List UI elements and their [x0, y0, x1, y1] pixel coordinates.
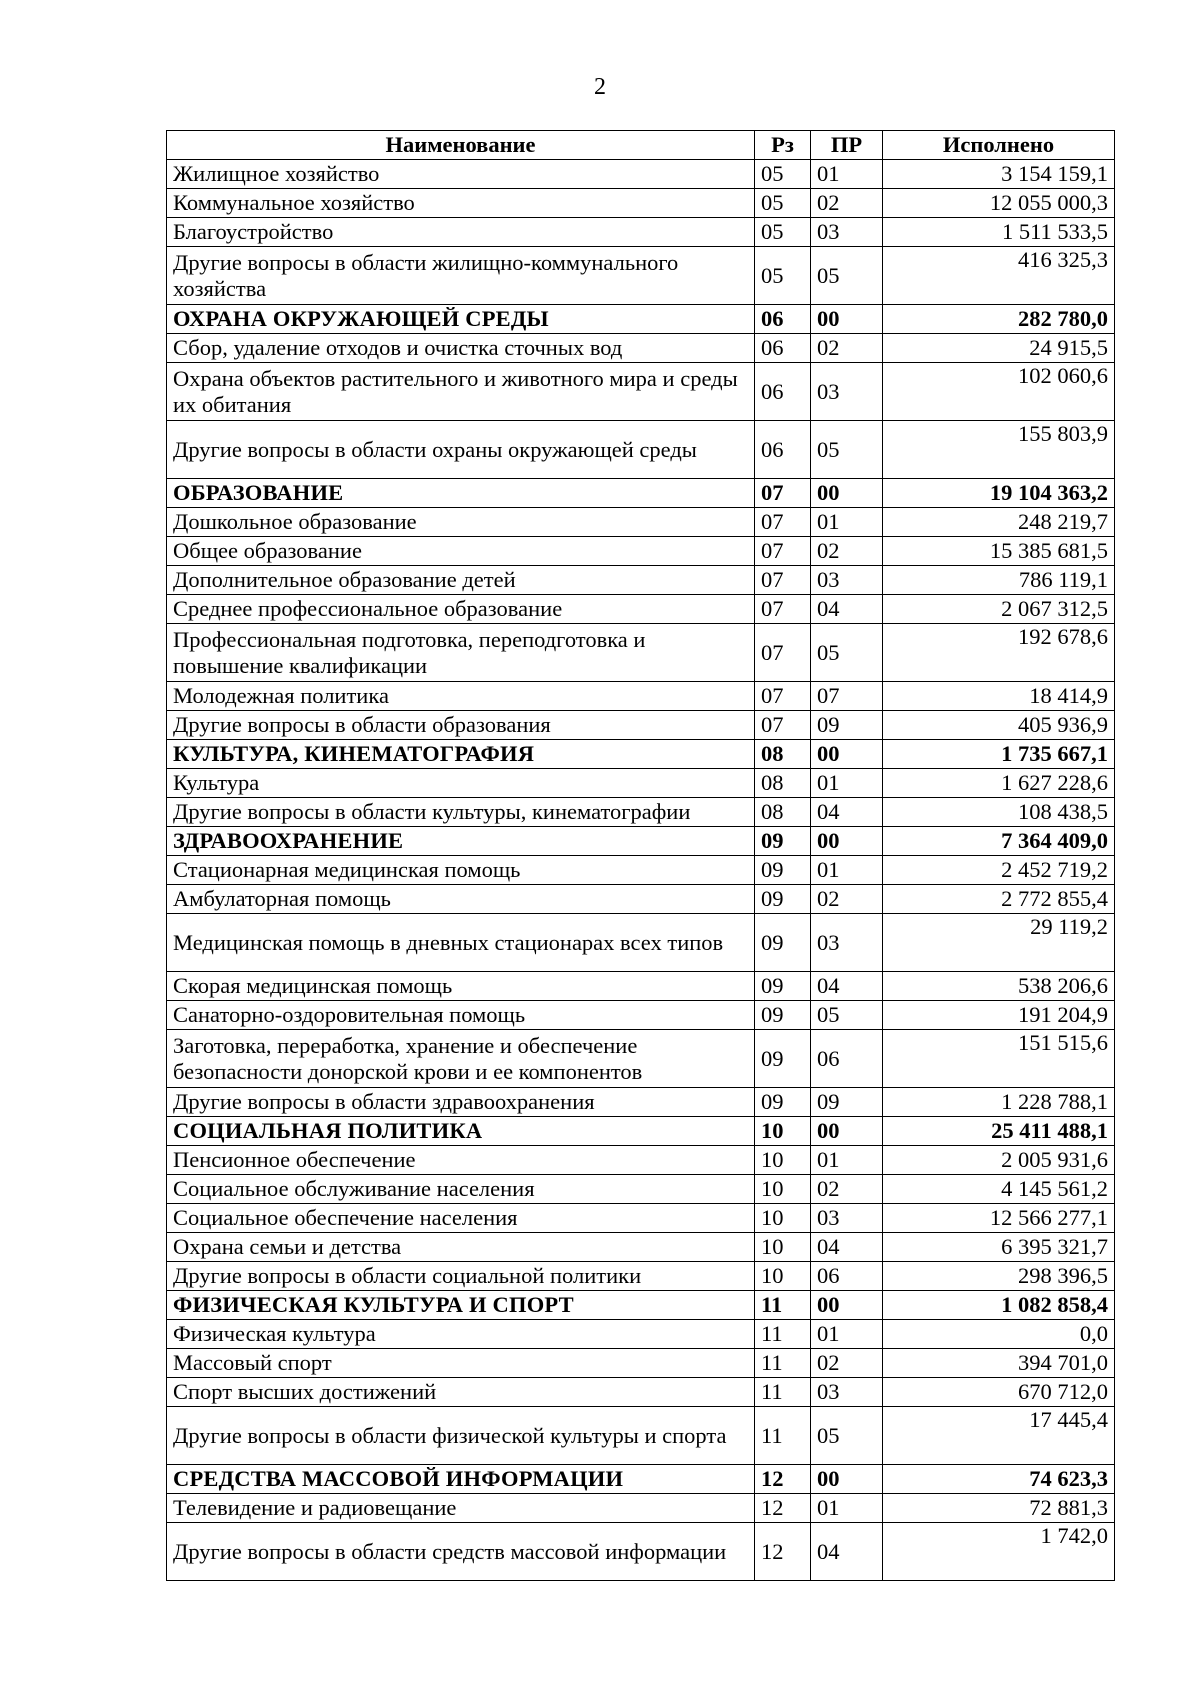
row-rz: 09 [755, 1030, 811, 1088]
row-amount: 74 623,3 [883, 1465, 1115, 1494]
row-pr: 07 [811, 682, 883, 711]
row-rz: 10 [755, 1146, 811, 1175]
row-amount: 416 325,3 [883, 247, 1115, 305]
row-rz: 11 [755, 1378, 811, 1407]
row-pr: 03 [811, 914, 883, 972]
row-amount: 12 566 277,1 [883, 1204, 1115, 1233]
table-body [167, 160, 1115, 1581]
row-pr: 01 [811, 508, 883, 537]
row-name: Культура [167, 769, 755, 798]
table-row [167, 682, 1115, 711]
row-amount: 72 881,3 [883, 1494, 1115, 1523]
row-rz: 10 [755, 1233, 811, 1262]
row-pr: 05 [811, 624, 883, 682]
section-row [167, 1465, 1115, 1494]
row-rz: 07 [755, 624, 811, 682]
table-row [167, 1088, 1115, 1117]
row-rz: 07 [755, 479, 811, 508]
table-row [167, 711, 1115, 740]
row-name: СОЦИАЛЬНАЯ ПОЛИТИКА [167, 1117, 755, 1146]
row-name: Дополнительное образование детей [167, 566, 755, 595]
row-pr: 01 [811, 1494, 883, 1523]
row-pr: 02 [811, 537, 883, 566]
row-pr: 02 [811, 1349, 883, 1378]
section-row [167, 827, 1115, 856]
row-pr: 05 [811, 421, 883, 479]
row-pr: 00 [811, 827, 883, 856]
row-pr: 04 [811, 798, 883, 827]
row-amount: 282 780,0 [883, 305, 1115, 334]
row-pr: 06 [811, 1030, 883, 1088]
table-row [167, 160, 1115, 189]
row-rz: 09 [755, 1088, 811, 1117]
row-name: Другие вопросы в области средств массовой информации [167, 1523, 755, 1581]
row-name: Санаторно-оздоровительная помощь [167, 1001, 755, 1030]
section-row [167, 305, 1115, 334]
row-name: Другие вопросы в области культуры, кинематографии [167, 798, 755, 827]
table-row [167, 769, 1115, 798]
section-row [167, 479, 1115, 508]
row-amount: 2 452 719,2 [883, 856, 1115, 885]
row-name: Общее образование [167, 537, 755, 566]
row-rz: 12 [755, 1523, 811, 1581]
row-rz: 09 [755, 1001, 811, 1030]
row-pr: 05 [811, 1001, 883, 1030]
row-pr: 01 [811, 160, 883, 189]
row-name: Заготовка, переработка, хранение и обеспечение безопасности донорской крови и ее компонентов [167, 1030, 755, 1088]
row-name: ЗДРАВООХРАНЕНИЕ [167, 827, 755, 856]
row-amount: 248 219,7 [883, 508, 1115, 537]
row-pr: 00 [811, 740, 883, 769]
table-row [167, 1378, 1115, 1407]
row-rz: 09 [755, 972, 811, 1001]
table-row [167, 247, 1115, 305]
row-pr: 02 [811, 189, 883, 218]
row-name: Среднее профессиональное образование [167, 595, 755, 624]
row-pr: 01 [811, 769, 883, 798]
table-row [167, 1030, 1115, 1088]
row-rz: 10 [755, 1204, 811, 1233]
row-name: ОХРАНА ОКРУЖАЮЩЕЙ СРЕДЫ [167, 305, 755, 334]
budget-table [166, 130, 1115, 1581]
row-amount: 1 735 667,1 [883, 740, 1115, 769]
row-rz: 05 [755, 189, 811, 218]
row-amount: 18 414,9 [883, 682, 1115, 711]
section-row [167, 1117, 1115, 1146]
row-name: Сбор, удаление отходов и очистка сточных вод [167, 334, 755, 363]
row-name: Стационарная медицинская помощь [167, 856, 755, 885]
row-amount: 670 712,0 [883, 1378, 1115, 1407]
row-rz: 06 [755, 421, 811, 479]
row-rz: 07 [755, 537, 811, 566]
table-row [167, 595, 1115, 624]
row-amount: 394 701,0 [883, 1349, 1115, 1378]
row-pr: 02 [811, 885, 883, 914]
row-amount: 4 145 561,2 [883, 1175, 1115, 1204]
row-amount: 24 915,5 [883, 334, 1115, 363]
table-row [167, 1001, 1115, 1030]
header-rz: Рз [755, 131, 811, 160]
row-pr: 03 [811, 1204, 883, 1233]
row-name: Другие вопросы в области здравоохранения [167, 1088, 755, 1117]
row-pr: 00 [811, 479, 883, 508]
row-rz: 11 [755, 1407, 811, 1465]
row-amount: 192 678,6 [883, 624, 1115, 682]
row-pr: 04 [811, 1233, 883, 1262]
section-row [167, 740, 1115, 769]
table-row [167, 334, 1115, 363]
row-rz: 12 [755, 1494, 811, 1523]
row-amount: 17 445,4 [883, 1407, 1115, 1465]
table-row [167, 1494, 1115, 1523]
row-rz: 10 [755, 1262, 811, 1291]
row-rz: 09 [755, 856, 811, 885]
row-pr: 03 [811, 363, 883, 421]
table-header-row [167, 131, 1115, 160]
row-amount: 2 772 855,4 [883, 885, 1115, 914]
row-amount: 0,0 [883, 1320, 1115, 1349]
row-rz: 05 [755, 160, 811, 189]
row-pr: 01 [811, 856, 883, 885]
table-row [167, 972, 1115, 1001]
row-amount: 1 511 533,5 [883, 218, 1115, 247]
table-row [167, 1349, 1115, 1378]
header-amount: Исполнено [883, 131, 1115, 160]
row-amount: 2 005 931,6 [883, 1146, 1115, 1175]
row-pr: 05 [811, 1407, 883, 1465]
table-row [167, 363, 1115, 421]
row-amount: 786 119,1 [883, 566, 1115, 595]
table-row [167, 218, 1115, 247]
row-rz: 11 [755, 1349, 811, 1378]
row-amount: 1 742,0 [883, 1523, 1115, 1581]
row-pr: 04 [811, 595, 883, 624]
row-amount: 155 803,9 [883, 421, 1115, 479]
row-amount: 15 385 681,5 [883, 537, 1115, 566]
row-rz: 09 [755, 827, 811, 856]
row-amount: 151 515,6 [883, 1030, 1115, 1088]
table-row [167, 1320, 1115, 1349]
row-name: Социальное обслуживание населения [167, 1175, 755, 1204]
table-row [167, 914, 1115, 972]
row-name: Телевидение и радиовещание [167, 1494, 755, 1523]
row-pr: 02 [811, 334, 883, 363]
row-name: СРЕДСТВА МАССОВОЙ ИНФОРМАЦИИ [167, 1465, 755, 1494]
table-row [167, 885, 1115, 914]
row-amount: 12 055 000,3 [883, 189, 1115, 218]
row-name: ОБРАЗОВАНИЕ [167, 479, 755, 508]
row-pr: 00 [811, 1291, 883, 1320]
row-pr: 09 [811, 711, 883, 740]
row-name: Другие вопросы в области охраны окружающей среды [167, 421, 755, 479]
row-pr: 04 [811, 972, 883, 1001]
row-pr: 03 [811, 566, 883, 595]
row-pr: 00 [811, 1117, 883, 1146]
row-pr: 05 [811, 247, 883, 305]
table-row [167, 566, 1115, 595]
section-row [167, 1291, 1115, 1320]
header-name: Наименование [167, 131, 755, 160]
row-amount: 6 395 321,7 [883, 1233, 1115, 1262]
row-name: Молодежная политика [167, 682, 755, 711]
row-rz: 07 [755, 595, 811, 624]
row-rz: 05 [755, 218, 811, 247]
table-row [167, 537, 1115, 566]
row-rz: 07 [755, 682, 811, 711]
table-row [167, 421, 1115, 479]
row-rz: 08 [755, 769, 811, 798]
row-rz: 11 [755, 1320, 811, 1349]
table-row [167, 1175, 1115, 1204]
row-pr: 01 [811, 1146, 883, 1175]
row-amount: 25 411 488,1 [883, 1117, 1115, 1146]
row-rz: 10 [755, 1117, 811, 1146]
row-amount: 29 119,2 [883, 914, 1115, 972]
row-rz: 06 [755, 363, 811, 421]
row-rz: 12 [755, 1465, 811, 1494]
row-amount: 538 206,6 [883, 972, 1115, 1001]
row-name: Благоустройство [167, 218, 755, 247]
row-pr: 06 [811, 1262, 883, 1291]
row-name: КУЛЬТУРА, КИНЕМАТОГРАФИЯ [167, 740, 755, 769]
row-name: Физическая культура [167, 1320, 755, 1349]
row-name: Дошкольное образование [167, 508, 755, 537]
row-pr: 04 [811, 1523, 883, 1581]
row-name: Социальное обеспечение населения [167, 1204, 755, 1233]
table-row [167, 1146, 1115, 1175]
row-rz: 07 [755, 508, 811, 537]
row-name: Пенсионное обеспечение [167, 1146, 755, 1175]
table-row [167, 1233, 1115, 1262]
row-name: ФИЗИЧЕСКАЯ КУЛЬТУРА И СПОРТ [167, 1291, 755, 1320]
row-pr: 03 [811, 1378, 883, 1407]
table-row [167, 624, 1115, 682]
table-row [167, 1262, 1115, 1291]
row-rz: 08 [755, 798, 811, 827]
row-name: Медицинская помощь в дневных стационарах всех типов [167, 914, 755, 972]
row-rz: 09 [755, 885, 811, 914]
row-amount: 298 396,5 [883, 1262, 1115, 1291]
row-rz: 09 [755, 914, 811, 972]
row-amount: 1 627 228,6 [883, 769, 1115, 798]
row-rz: 07 [755, 711, 811, 740]
table-row [167, 1523, 1115, 1581]
row-name: Массовый спорт [167, 1349, 755, 1378]
row-pr: 03 [811, 218, 883, 247]
row-amount: 102 060,6 [883, 363, 1115, 421]
row-amount: 3 154 159,1 [883, 160, 1115, 189]
row-name: Спорт высших достижений [167, 1378, 755, 1407]
table-row [167, 1204, 1115, 1233]
row-name: Охрана семьи и детства [167, 1233, 755, 1262]
row-amount: 19 104 363,2 [883, 479, 1115, 508]
row-amount: 2 067 312,5 [883, 595, 1115, 624]
table-row [167, 508, 1115, 537]
row-name: Другие вопросы в области физической культуры и спорта [167, 1407, 755, 1465]
table-row [167, 798, 1115, 827]
table-row [167, 856, 1115, 885]
row-name: Скорая медицинская помощь [167, 972, 755, 1001]
row-amount: 108 438,5 [883, 798, 1115, 827]
row-rz: 06 [755, 305, 811, 334]
row-rz: 10 [755, 1175, 811, 1204]
row-name: Жилищное хозяйство [167, 160, 755, 189]
page-number: 2 [594, 74, 606, 100]
row-amount: 7 364 409,0 [883, 827, 1115, 856]
row-rz: 08 [755, 740, 811, 769]
row-pr: 09 [811, 1088, 883, 1117]
row-amount: 405 936,9 [883, 711, 1115, 740]
row-name: Другие вопросы в области образования [167, 711, 755, 740]
row-name: Амбулаторная помощь [167, 885, 755, 914]
row-rz: 06 [755, 334, 811, 363]
row-name: Коммунальное хозяйство [167, 189, 755, 218]
row-name: Охрана объектов растительного и животного мира и среды их обитания [167, 363, 755, 421]
row-rz: 05 [755, 247, 811, 305]
row-rz: 11 [755, 1291, 811, 1320]
table-row [167, 1407, 1115, 1465]
row-amount: 1 228 788,1 [883, 1088, 1115, 1117]
row-pr: 02 [811, 1175, 883, 1204]
row-name: Профессиональная подготовка, переподготовка и повышение квалификации [167, 624, 755, 682]
table-row [167, 189, 1115, 218]
row-name: Другие вопросы в области жилищно-коммунального хозяйства [167, 247, 755, 305]
header-pr: ПР [811, 131, 883, 160]
row-pr: 00 [811, 1465, 883, 1494]
row-pr: 01 [811, 1320, 883, 1349]
row-amount: 1 082 858,4 [883, 1291, 1115, 1320]
row-pr: 00 [811, 305, 883, 334]
row-rz: 07 [755, 566, 811, 595]
row-name: Другие вопросы в области социальной политики [167, 1262, 755, 1291]
row-amount: 191 204,9 [883, 1001, 1115, 1030]
